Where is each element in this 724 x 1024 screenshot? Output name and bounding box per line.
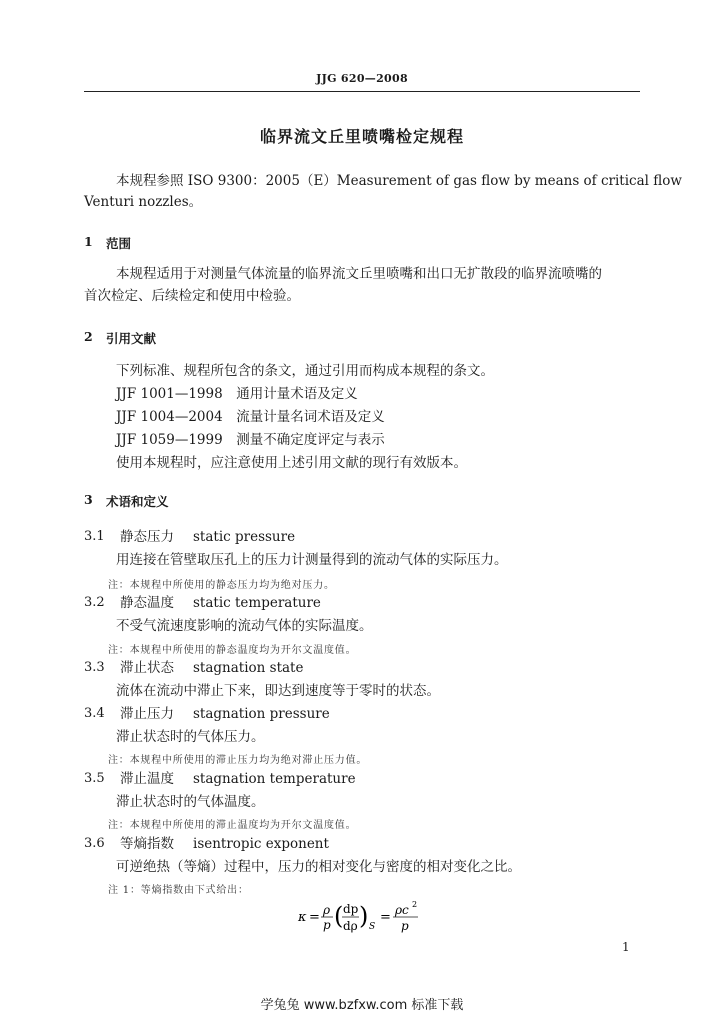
clause-number: 3.5	[84, 771, 105, 786]
formula-p-denominator-2: p	[401, 919, 409, 933]
clause-term-english: stagnation state	[193, 660, 304, 676]
clause-term-english: static pressure	[193, 529, 296, 545]
references-intro: 下列标准、规程所包含的条文，通过引用而构成本规程的条文。	[116, 363, 494, 379]
clause-note: 注：本规程中所使用的滞止温度均为开尔文温度值。	[108, 820, 357, 831]
reference-item: JJF 1001—1998 通用计量术语及定义	[116, 386, 358, 402]
reference-item: JJF 1059—1999 测量不确定度评定与表示	[116, 432, 385, 448]
clause-note: 注：本规程中所使用的滞止压力均为绝对滞止压力值。	[108, 755, 368, 766]
clause-number: 3.3	[84, 660, 105, 675]
clause-note: 注：本规程中所使用的静态温度均为开尔文温度值。	[108, 645, 357, 656]
clause-term-english: isentropic exponent	[193, 836, 329, 852]
clause-term: 静态温度	[120, 595, 174, 611]
clause-definition: 可逆绝热（等熵）过程中，压力的相对变化与密度的相对变化之比。	[116, 859, 521, 875]
formula-equals-2: =	[380, 910, 391, 925]
clause-number: 3.2	[84, 595, 105, 610]
page-title: 临界流文丘里喷嘴检定规程	[259, 127, 464, 146]
formula-rho-numerator: ρ	[323, 903, 331, 917]
clause-number: 3.6	[84, 836, 105, 851]
clause-definition: 不受气流速度影响的流动气体的实际温度。	[116, 618, 373, 634]
clause-term-english: stagnation temperature	[193, 771, 356, 787]
scope-line-2: 首次检定、后续检定和使用中检验。	[84, 288, 300, 304]
isentropic-exponent-formula	[296, 896, 426, 940]
clause-term: 等熵指数	[120, 836, 174, 852]
clause-definition: 流体在流动中滞止下来，即达到速度等于零时的状态。	[116, 683, 440, 699]
clause-term-english: static temperature	[193, 595, 321, 611]
section-1-heading: 范围	[106, 236, 132, 251]
clause-number: 3.4	[84, 706, 105, 721]
header-rule	[84, 91, 640, 92]
clause-term: 静态压力	[120, 529, 174, 545]
section-2-number: 2	[84, 329, 93, 344]
clause-term: 滞止温度	[120, 771, 174, 787]
scope-line-1: 本规程适用于对测量气体流量的临界流文丘里喷嘴和出口无扩散段的临界流喷嘴的	[116, 266, 602, 282]
clause-term: 滞止状态	[120, 660, 174, 676]
formula-drho: dρ	[343, 919, 358, 933]
formula-equals: =	[309, 910, 320, 925]
section-3-number: 3	[84, 492, 93, 507]
clause-definition: 滞止状态时的气体温度。	[116, 794, 265, 810]
formula-p-denominator: p	[323, 918, 331, 932]
clause-definition: 滞止状态时的气体压力。	[116, 729, 265, 745]
reference-item: JJF 1004—2004 流量计量名词术语及定义	[116, 409, 385, 425]
section-1-number: 1	[84, 234, 93, 249]
formula-kappa: κ	[298, 910, 307, 925]
formula-subscript-s: S	[369, 922, 376, 932]
clause-definition: 用连接在管壁取压孔上的压力计测量得到的流动气体的实际压力。	[116, 552, 508, 568]
clause-note: 注 1：等熵指数由下式给出：	[108, 885, 249, 896]
formula-right-paren: )	[359, 902, 369, 930]
clause-term: 滞止压力	[120, 706, 174, 722]
formula-superscript-2: 2	[412, 900, 418, 909]
references-note: 使用本规程时，应注意使用上述引用文献的现行有效版本。	[116, 455, 467, 471]
document-code-header: JJG 620—2008	[316, 72, 408, 85]
formula-dp: dp	[343, 902, 359, 916]
intro-line-1: 本规程参照 ISO 9300：2005（E）Measurement of gas flow by means of critical flow	[116, 173, 682, 189]
section-2-heading: 引用文献	[106, 331, 157, 346]
clause-number: 3.1	[84, 529, 105, 544]
formula-left-paren: (	[334, 902, 344, 930]
formula-rho-c: ρc	[395, 903, 409, 917]
clause-note: 注：本规程中所使用的静态压力均为绝对压力。	[108, 580, 335, 591]
page-number: 1	[622, 940, 630, 954]
clause-term-english: stagnation pressure	[193, 706, 330, 722]
intro-line-2: Venturi nozzles。	[84, 194, 203, 210]
section-3-heading: 术语和定义	[106, 494, 169, 509]
watermark-footer: 学兔兔 www.bzfxw.com 标准下载	[260, 998, 464, 1013]
